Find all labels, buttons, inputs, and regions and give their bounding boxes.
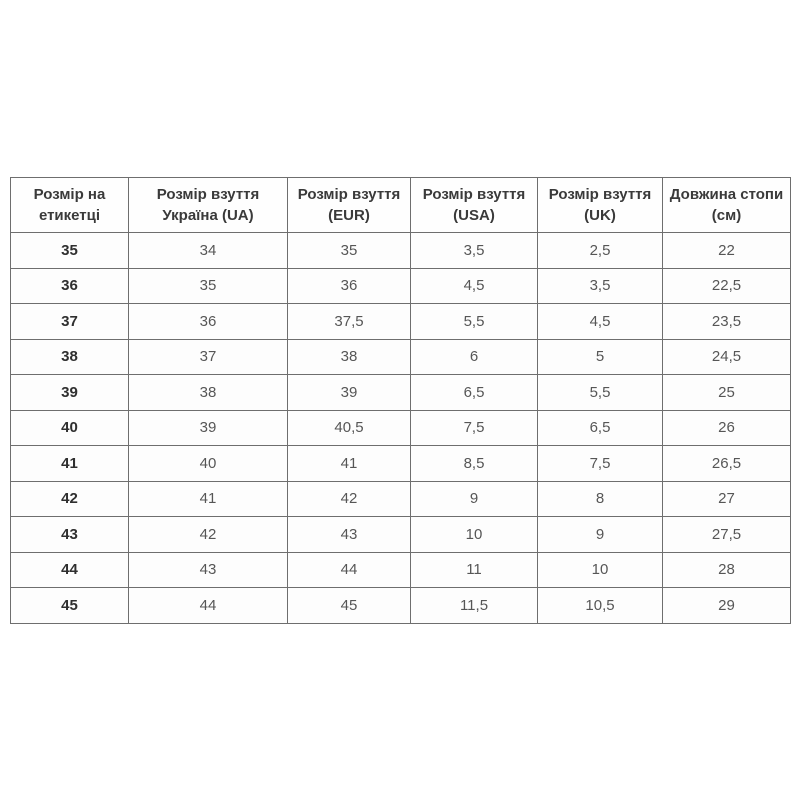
table-cell: 11 <box>411 552 538 588</box>
table-cell: 22,5 <box>663 268 791 304</box>
label-cell: 42 <box>11 481 129 517</box>
table-cell: 28 <box>663 552 791 588</box>
table-cell: 6,5 <box>411 375 538 411</box>
table-cell: 25 <box>663 375 791 411</box>
table-row <box>11 481 791 517</box>
table-cell: 7,5 <box>411 410 538 446</box>
table-cell: 22 <box>663 233 791 269</box>
table-cell: 27,5 <box>663 517 791 553</box>
header-cell: Розмір на етикетці <box>11 178 129 233</box>
table-cell: 4,5 <box>411 268 538 304</box>
table-cell: 44 <box>288 552 411 588</box>
table-cell: 4,5 <box>538 304 663 340</box>
table-cell: 27 <box>663 481 791 517</box>
table-cell: 44 <box>129 588 288 624</box>
table-cell: 23,5 <box>663 304 791 340</box>
table-body <box>11 233 791 624</box>
table-cell: 8 <box>538 481 663 517</box>
table-cell: 9 <box>411 481 538 517</box>
table-cell: 43 <box>288 517 411 553</box>
table-row <box>11 233 791 269</box>
table-cell: 7,5 <box>538 446 663 482</box>
table-cell: 38 <box>129 375 288 411</box>
table-row <box>11 588 791 624</box>
table-cell: 10 <box>411 517 538 553</box>
table-cell: 40,5 <box>288 410 411 446</box>
table-cell: 3,5 <box>411 233 538 269</box>
table-cell: 5,5 <box>411 304 538 340</box>
table-cell: 41 <box>288 446 411 482</box>
table-cell: 24,5 <box>663 339 791 375</box>
table-cell: 3,5 <box>538 268 663 304</box>
table-row <box>11 517 791 553</box>
table-cell: 8,5 <box>411 446 538 482</box>
label-cell: 45 <box>11 588 129 624</box>
table-cell: 38 <box>288 339 411 375</box>
table-header <box>11 178 791 233</box>
table-cell: 36 <box>288 268 411 304</box>
table-cell: 9 <box>538 517 663 553</box>
label-cell: 44 <box>11 552 129 588</box>
header-cell: Розмір взуття (USA) <box>411 178 538 233</box>
table-cell: 42 <box>288 481 411 517</box>
table-cell: 40 <box>129 446 288 482</box>
table-cell: 6 <box>411 339 538 375</box>
shoe-size-conversion-table <box>10 177 791 624</box>
header-cell: Розмір взуття (UK) <box>538 178 663 233</box>
table-cell: 5 <box>538 339 663 375</box>
label-cell: 43 <box>11 517 129 553</box>
header-cell: Розмір взуття (EUR) <box>288 178 411 233</box>
table-cell: 35 <box>288 233 411 269</box>
table-cell: 41 <box>129 481 288 517</box>
table-row <box>11 552 791 588</box>
table-cell: 45 <box>288 588 411 624</box>
table-cell: 10,5 <box>538 588 663 624</box>
table-cell: 36 <box>129 304 288 340</box>
table-cell: 26 <box>663 410 791 446</box>
table-cell: 11,5 <box>411 588 538 624</box>
table-cell: 29 <box>663 588 791 624</box>
table-cell: 2,5 <box>538 233 663 269</box>
table-header-row <box>11 178 791 233</box>
table-row <box>11 410 791 446</box>
table-cell: 43 <box>129 552 288 588</box>
table-cell: 34 <box>129 233 288 269</box>
table-row <box>11 304 791 340</box>
label-cell: 35 <box>11 233 129 269</box>
label-cell: 40 <box>11 410 129 446</box>
table-cell: 39 <box>129 410 288 446</box>
label-cell: 39 <box>11 375 129 411</box>
label-cell: 37 <box>11 304 129 340</box>
table-cell: 10 <box>538 552 663 588</box>
table-cell: 6,5 <box>538 410 663 446</box>
header-cell: Розмір взуття Україна (UA) <box>129 178 288 233</box>
table-cell: 37,5 <box>288 304 411 340</box>
header-cell: Довжина стопи (см) <box>663 178 791 233</box>
table-cell: 42 <box>129 517 288 553</box>
table-cell: 26,5 <box>663 446 791 482</box>
table-cell: 35 <box>129 268 288 304</box>
label-cell: 38 <box>11 339 129 375</box>
table-cell: 37 <box>129 339 288 375</box>
table-row <box>11 339 791 375</box>
table-row <box>11 375 791 411</box>
table-cell: 5,5 <box>538 375 663 411</box>
label-cell: 36 <box>11 268 129 304</box>
table-row <box>11 446 791 482</box>
label-cell: 41 <box>11 446 129 482</box>
table-cell: 39 <box>288 375 411 411</box>
table-row <box>11 268 791 304</box>
